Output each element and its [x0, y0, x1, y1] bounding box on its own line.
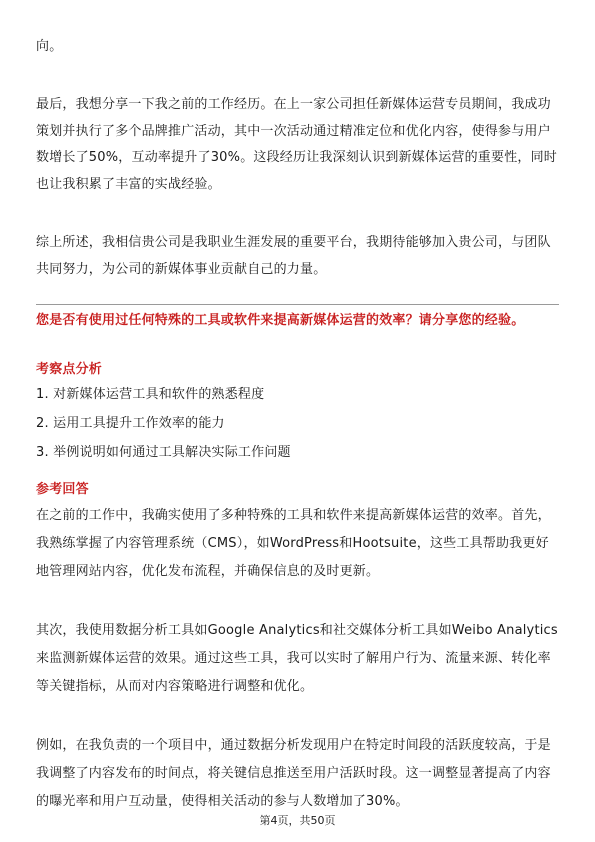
paragraph-work-experience: 最后，我想分享一下我之前的工作经历。在上一家公司担任新媒体运营专员期间，我成功策划并执行了多个品牌推广活动，其中一次活动通过精准定位和优化内容，使得参与用户数增长了50%，互动率提升了30%。这段经历让我深刻认识到新媒体运营的重要性，同时也让我积累了丰富的实战经验。 [36, 97, 557, 192]
paragraph-conclusion: 综上所述，我相信贵公司是我职业生涯发展的重要平台，我期待能够加入贵公司，与团队共同努力，为公司的新媒体事业贡献自己的力量。 [36, 235, 551, 277]
analysis-heading: 考察点分析 [36, 362, 103, 377]
answer-paragraph: 在之前的工作中，我确实使用了多种特殊的工具和软件来提高新媒体运营的效率。首先，我熟练掌握了内容管理系统（CMS），如WordPress和Hootsuite，这些工具帮助我更好地管理网站内容，优化发布流程，并确保信息的及时更新。 [36, 508, 551, 579]
analysis-item: 3. 举例说明如何通过工具解决实际工作问题 [36, 445, 291, 460]
question-title: 您是否有使用过任何特殊的工具或软件来提高新媒体运营的效率？请分享您的经验。 [36, 313, 525, 328]
analysis-item: 1. 对新媒体运营工具和软件的熟悉程度 [36, 387, 265, 402]
section-divider [36, 304, 559, 305]
answer-heading: 参考回答 [36, 482, 89, 497]
page-number: 第4页，共50页 [259, 814, 336, 827]
answer-paragraph: 例如，在我负责的一个项目中，通过数据分析发现用户在特定时间段的活跃度较高，于是我调整了内容发布的时间点，将关键信息推送至用户活跃时段。这一调整显著提高了内容的曝光率和用户互动量，使得相关活动的参与人数增加了30%。 [36, 738, 551, 809]
paragraph-tail: 向。 [36, 39, 63, 54]
answer-paragraph: 其次，我使用数据分析工具如Google Analytics和社交媒体分析工具如Weibo Analytics来监测新媒体运营的效果。通过这些工具，我可以实时了解用户行为、流量来源、转化率等关键指标，从而对内容策略进行调整和优化。 [36, 623, 558, 694]
analysis-item: 2. 运用工具提升工作效率的能力 [36, 416, 225, 431]
